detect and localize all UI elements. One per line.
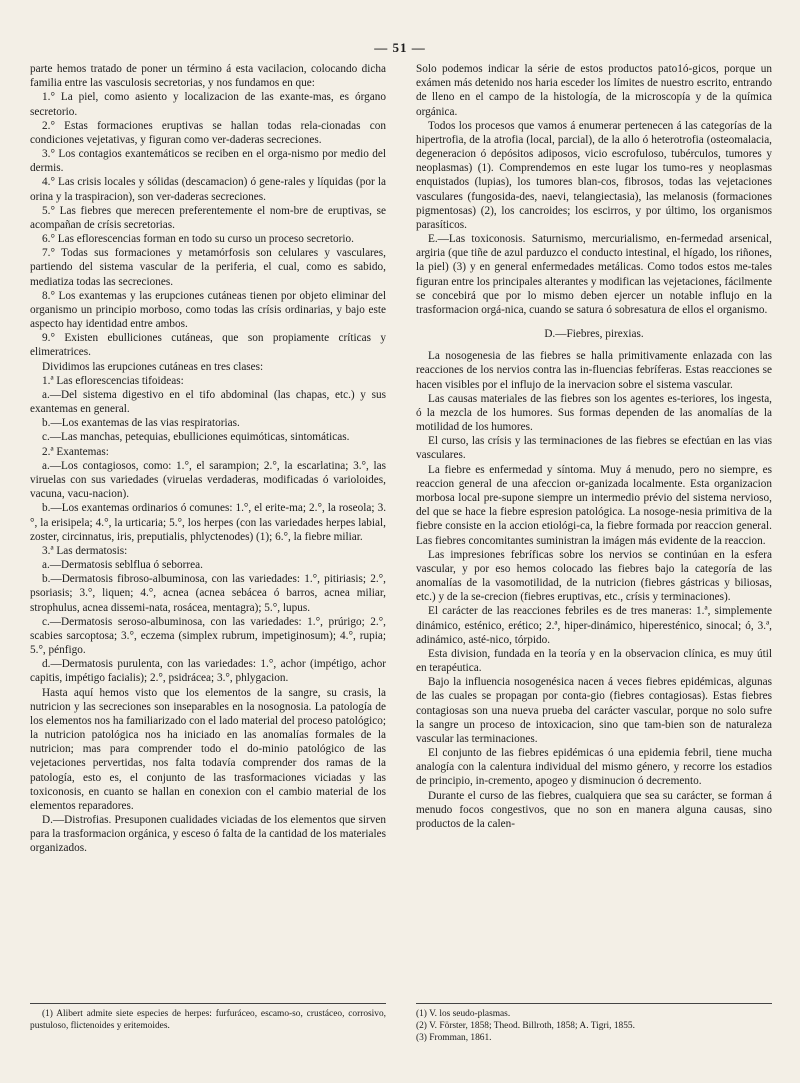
list-item: 9.° Existen ebulliciones cutáneas, que son propiamente críticas y elimeratrices.	[30, 332, 386, 359]
list-item: c.—Las manchas, petequias, ebulliciones equimóticas, sintomáticas.	[42, 431, 350, 444]
footnotes-right	[416, 1003, 772, 1045]
footnote: (2) V. Förster, 1858; Theod. Billroth, 1858; A. Tigri, 1855.	[416, 1021, 635, 1032]
list-item: 6.° Las eflorescencias forman en todo su curso un proceso secretorio.	[42, 233, 354, 246]
class-heading: 1.ª Las eflorescencias tifoideas:	[42, 374, 184, 387]
paragraph: Todos los procesos que vamos á enumerar pertenecen á las categorías de la hipertrofia, de la atrofia (local, parcial), de la allo ó heterotrofia (osteomalacia, degeneracion ó depósitos adiposos, vicio escrofuloso, tubérculos, tumores y neoplasmas) (1). Comprendemos en este lugar los tumo-res y neoplasmas enquistados (lupias), los tumores blan-cos, fibrosos, todas las vejetaciones vasculares (fungosida-des, naevi, telangiectasia), las melanosis (formaciones pigmentosas) (2), los cancroides; los escirros, y por último, los organismos parasíticos.	[416, 119, 772, 231]
paragraph: Bajo la influencia nosogenésica nacen á veces fiebres epidémicas, algunas de las cuales se propagan por conta-gio (fiebres contagiosas). Estas fiebres contagiosas son una nueva prueba del carácter vascular, porque no solo sufre la sangre un proceso de intoxicacion, sino que tam-bien son de naturaleza vascular las terminaciones.	[416, 676, 772, 745]
left-column	[30, 62, 386, 856]
list-item: 8.° Los exantemas y las erupciones cutáneas tienen por objeto eliminar del organismo un principio morboso, como todas las crísis ordinarias, y bajo este aspecto hay identidad entre ambos.	[30, 289, 386, 331]
list-item: 7.° Todas sus formaciones y metamórfosis son celulares y vasculares, partiendo del sistema vascular de la periferia, el cual, como es sabido, mediatiza todas las secreciones.	[30, 247, 386, 288]
list-item: b.—Los exantemas de las vias respiratorias.	[42, 417, 240, 430]
paragraph: parte hemos tratado de poner un término á esta vacilacion, colocando dicha familia entre las vasculosis secretorias, y nos fundamos en que:	[30, 63, 386, 90]
list-item: a.—Dermatosis seblflua ó seborrea.	[42, 559, 203, 572]
list-item: b.—Los exantemas ordinarios ó comunes: 1.°, el erite-ma; 2.°, la roseola; 3.°, la erisipela; 4.°, la urticaria; 5.°, los herpes (con las variedades herpes labial, zoster, circinnatus, iris, preputialis, phlyctenodes) (1); 6.°, la fiebre miliar.	[30, 502, 386, 543]
paragraph: Durante el curso de las fiebres, cualquiera que sea su carácter, se forman á menudo focos congestivos, que no son en manera alguna causas, sino productos de la calen-	[416, 789, 772, 830]
page-number: — 51 —	[374, 40, 426, 55]
paragraph: El carácter de las reacciones febriles es de tres maneras: 1.ª, simplemente dinámico, esténico, erético; 2.ª, hiper-dinámico, hiperesténico, sinocal; ó, 3.ª, adinámico, asté-nico, tórpido.	[416, 605, 772, 646]
paragraph: D.—Distrofias. Presuponen cualidades viciadas de los elementos que sirven para la trasformacion orgánica, y esceso ó falta de la cantidad de los materiales organizados.	[30, 814, 386, 855]
paragraph: La fiebre es enfermedad y síntoma. Muy á menudo, pero no siempre, es reaccion general de una afeccion or-ganizada localmente. Esta organizacion morbosa local pre-supone siempre un intermedio prévio del sistema nervioso, del que se hace la fiebre espresion patológica. La nosoge-nesia primitiva de la fiebre consiste en la accion etiológi-ca, la fiebre formada por reaccion general. Las fiebres concomitantes suministran la imágen más evidente de la reaccion.	[416, 463, 772, 547]
footnote: (1) Alibert admite siete especies de herpes: furfuráceo, escamo-so, crustáceo, corrosivo, pustuloso, flictenoides y eritemoides.	[30, 1009, 386, 1032]
list-item: 4.° Las crisis locales y sólidas (descamacion) ó gene-rales y líquidas (por la orina y la traspiracion), son ver-daderas secreciones.	[30, 176, 386, 203]
text-columns	[30, 62, 772, 856]
paragraph: Las causas materiales de las fiebres son los agentes es-teriores, los ingesta, ó la mezcla de los humores. Sus formas dependen de las anomalías de la motilidad de los humores.	[416, 392, 772, 434]
list-item: 3.° Los contagios exantemáticos se reciben en el orga-nismo por medio del dermis.	[30, 148, 386, 175]
list-item: b.—Dermatosis fibroso-albuminosa, con las variedades: 1.°, pitiriasis; 2.°, psoriasis; 3.°, liquen; 4.°, acnea (acnea sebácea ó barros, acnea miliar, strophulus, acnea dissemi-nata, rosácea, mentagra); 5.°, lupus.	[30, 573, 386, 614]
list-item: a.—Del sistema digestivo en el tifo abdominal (las chapas, etc.) y sus exantemas en general.	[30, 388, 386, 416]
list-item: 5.° Las fiebres que merecen preferentemente el nom-bre de eruptivas, se acompañan de crísis secretorias.	[30, 204, 386, 231]
paragraph: Hasta aquí hemos visto que los elementos de la sangre, su crasis, la nutricion y las secreciones son inseparables en la nosognosia. La patología de los elementos nos ha familiarizado con el lado material del proceso patológico; la nutricion patológica nos ha iniciado en las anomalías formales de la nutricion; mas para comprender todo el do-minio patológico de las vejetaciones pervertidas, nos falta todavía comprender dos ramas de la patología, esto es, el conjunto de las trasformaciones viciadas y las toxiconosis, en cuanto se hallan en conexion con el cambio material de los elementos reparadores.	[30, 686, 386, 812]
paragraph: E.—Las toxiconosis. Saturnismo, mercurialismo, en-fermedad arsenical, argiria (que tiñe de azul parduzco el conducto intestinal, el hígado, los riñones, la piel) (3) y en general enfermedades metálicas. Como todos estos me-tales figuran entre los principales alterantes y modifican las vejetaciones, fácilmente se concebirá que por lo mismo deben ejercer un notable influjo en la trasformacion orgá-nica, cuando se satura ó sobresatura de ellos el organismo.	[416, 233, 772, 316]
list-item: 2.° Estas formaciones eruptivas se hallan todas rela-cionadas con condiciones vejetativas, y figuran como ver-daderas secreciones.	[30, 119, 386, 146]
paragraph: La nosogenesia de las fiebres se halla primitivamente enlazada con las reacciones de los nervios contra las in-fluencias febríferas. Estas reacciones se hacen visibles por el influjo de la inervacion sobre el sistema vascular.	[416, 350, 772, 391]
class-heading: 2.ª Exantemas:	[42, 445, 109, 458]
list-item: c.—Dermatosis seroso-albuminosa, con las variedades: 1.°, prúrigo; 2.°, scabies sarcoptosa; 3.°, eczema (simplex rubrum, impetiginosum); 4.°, rupia; 5.°, pénfigo.	[30, 615, 386, 657]
section-heading: D.—Fiebres, pirexias.	[544, 328, 644, 341]
list-item: d.—Dermatosis purulenta, con las variedades: 1.°, achor (impétigo, achor capitis, impétigo facialis); 2.°, psidrácea; 3.°, phlygacion.	[30, 658, 386, 685]
paragraph: Esta division, fundada en la teoría y en la observacion clínica, es muy útil en terapéutica.	[416, 647, 772, 675]
paragraph: Solo podemos indicar la série de estos productos pato1ó-gicos, porque un exámen más detenido nos haria esceder los límites de nuestro escrito, entrando de lleno en el campo de la histología, de la microscopía y de la química orgánica.	[416, 63, 772, 118]
list-item: 1.° La piel, como asiento y localizacion de las exante-mas, es órgano secretorio.	[30, 91, 386, 118]
footnotes-left	[30, 1003, 386, 1032]
right-column	[416, 62, 772, 856]
footnote: (3) Fromman, 1861.	[416, 1033, 492, 1044]
paragraph: El curso, las crísis y las terminaciones de las fiebres se efectúan en las vias vasculares.	[416, 435, 772, 462]
paragraph: El conjunto de las fiebres epidémicas ó una epidemia febril, tiene mucha analogía con la calentura individual del mismo género, y recorre los estadios de principio, in-cremento, apogeo y disminucion ó decremento.	[416, 747, 772, 788]
paragraph: Dividimos las erupciones cutáneas en tres clases:	[42, 360, 264, 373]
paragraph: Las impresiones febríficas sobre los nervios se continúan en la esfera vascular, y por eso hemos colocado las fiebres bajo la categoría de las anomalías de la vasomotilidad, de la nutricion (fiebres gástricas y biliosas, etc.) y de la se-crecion (fiebres eruptivas, etc., crísis y terminaciones).	[416, 548, 772, 604]
class-heading: 3.ª Las dermatosis:	[42, 544, 128, 557]
footnote: (1) V. los seudo-plasmas.	[416, 1009, 511, 1019]
list-item: a.—Los contagiosos, como: 1.°, el sarampion; 2.°, la escarlatina; 3.°, las viruelas con sus variedades (viruelas verdaderas, modificadas ó varioloides, vacuna, vacu-nacion).	[30, 459, 386, 501]
